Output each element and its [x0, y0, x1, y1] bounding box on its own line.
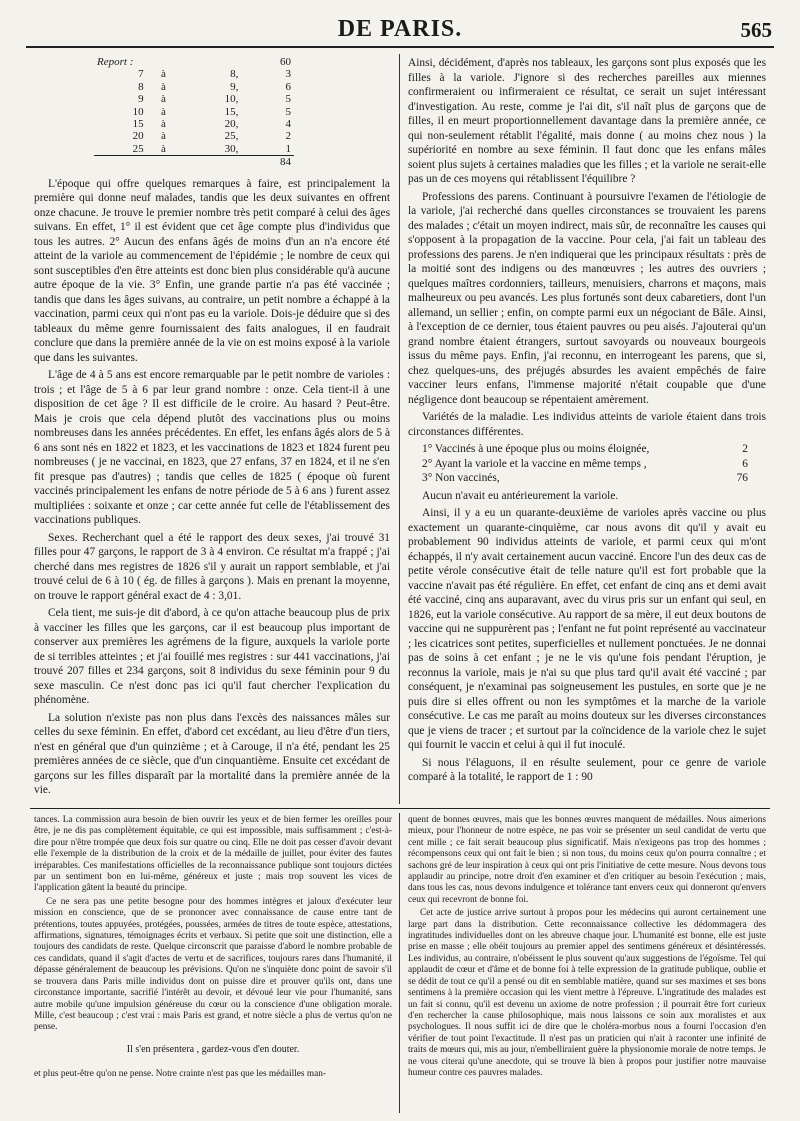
- paragraph: Variétés de la maladie. Les individus atteints de variole étaient dans trois circonstances différentes.: [408, 411, 766, 438]
- paragraph: Professions des parens. Continuant à poursuivre l'examen de l'étiologie de la variole, j'ai recherché dans quelles circonstances se trouvaient les parens des malades ; c'était un moyen indirect, mais sûr, de reconnaître les causes qui s'opposent à la propagation de la vaccine. Pour cela, j'ai fait un tableau des professions des parens. Je n'en indiquerai que les principaux résultats : près de la moitié sont des indigens ou des manœuvres ; les autres des ouvriers ; quelques maîtres cordonniers, tailleurs, menuisiers, charrons et maçons, mais malheureux ou peu avancés. Les plus fortunés sont deux cabaretiers, dont l'un allemand, un sellier ; enfin, on compte parmi eux un négociant de Bâle. Ainsi, à l'exception de ce dernier, tous étaient pauvres ou peu aisés. J'ajouterai qu'un grand nombre étaient étrangers, surtout savoyards ou nouveaux bourgeois issus du même pays. Enfin, j'ai reconnu, en interrogeant les parens, que si, chez quelques-uns, des préjugés absurdes les avaient empêchés de faire vacciner leurs enfans, l'immense majorité n'était coupable que d'une négligence dont beaucoup se répentaient amèrement.: [408, 190, 766, 406]
- report-row: [94, 143, 294, 156]
- age-from: 10: [132, 105, 144, 118]
- age-separator: à: [160, 93, 166, 106]
- paragraph: L'époque qui offre quelques remarques à faire, est principalement la première qui donne neuf malades, tandis que les deux suivantes en offrent onze chacune. Je trouve le premier nombre très petit comparé à celui des âges suivans. En effet, 1° il est évident que cet âge compte plus d'individus que tous les autres. 2° Aucun des enfans âgés de moins d'un an n'a encore été atteint de la variole au commencement de l'épidémie ; le nombre de ceux qui sont susceptibles d'en être atteints est donc bien plus considérable qu'à aucune autre époque de la vie. 3° Enfin, une grande partie n'a pas été vaccinée ; tandis que dans les âges suivans, au contraire, un petit nombre a échappé à la vaccination, parmi ceux qui n'ont pas eu la variole. Dois-je déduire que si des tableaux du même genre fournissaient des faits analogues, il en faudrait conclure que dans la première année de la vie on est moins exposé à la variole que dans les suivantes.: [34, 177, 390, 364]
- page-header: [0, 14, 800, 48]
- feuilleton-right-column: [408, 815, 766, 1115]
- case-count: 4: [285, 118, 291, 131]
- age-from: 15: [132, 118, 144, 131]
- age-separator: à: [160, 105, 166, 118]
- variety-label: 3° Non vaccinés,: [422, 472, 500, 484]
- age-separator: à: [160, 130, 166, 143]
- age-separator: à: [160, 142, 166, 155]
- right-column: [408, 56, 766, 800]
- varieties-list: [422, 442, 766, 486]
- age-to: 25,: [224, 130, 239, 143]
- age-from: 20: [132, 130, 144, 143]
- case-count: 5: [285, 93, 291, 106]
- paragraph: Si nous l'élaguons, il en résulte seulement, pour ce genre de variole comparé à la totalité, le rapport de 1 : 90: [408, 756, 766, 783]
- age-to: 10,: [224, 93, 239, 106]
- paragraph: Ainsi, il y a eu un quarante-deuxième de varioles après vaccine ou plus exactement un quarante-cinquième, car nous avons dit qu'il y avait eu probablement 90 individus atteints de variole, et parmi ceux qui m'ont échappés, il n'y avait certainement aucun vacciné. Encore l'un des deux cas de petite vérole consécutive était de telle nature qu'il est fort probable que la vaccine n'avait pas été régulière. En effet, cet enfant de cinq ans et demi avait été vacciné, cinq ans auparavant, avec du virus pris sur un enfant qui seul, en 1826, eut la variole consécutive. Au rapport de sa mère, il eut deux boutons de vaccine qui ne suppurèrent pas ; l'enfant ne fut point représenté au vaccinateur ; les cicatrices sont petites, superficielles et nullement ponctuées. Je ne donnai pas de soins à cet enfant ; je ne le vis qu'une fois pendant l'éruption, je reconnus la variole, mais je n'ai su que plus tard qu'il avait été vacciné ; par conséquent, je n'examinai pas soigneusement les pustules, en sorte que je ne puis dire si elles offrent ou non les symptômes et la marche de la variole consécutive. Le cas me paraît au moins douteux sur les diverses circonstances que je viens de tracer ; et surtout par la coïncidence de la variole chez le sujet qui fournit le vaccin et celui à qui il fut inoculé.: [408, 507, 766, 751]
- case-count: 6: [285, 80, 291, 93]
- feuilleton-paragraph: Ce ne sera pas une petite besogne pour des hommes intègres et jaloux d'exécuter leur mission en conscience, que de se prononcer avec connaissance de cause entre tant de prétentions, toutes appuyées, protégées, poussées, armées de titres de toute espèce, attestations, affirmations, signatures, témoignages écrits et verbaux. Si petite que soit une distinction, elle a toujours des candidats de reste. Quelque circonscrit que paraisse d'abord le nombre probable de ces candidats, quand il s'agit d'actes de vertu et de sacrifices, toujours rares dans l'humanité, il dépasse généralement de beaucoup les prévisions. Qu'on ne s'inquiète donc point de savoir s'il se trouvera dans Paris mille individus dont on puisse dire et prouver qu'ils ont, dans une circonstance importante, sacrifié l'intérêt au devoir, et dévoué leur vie pour l'humanité, sans autre mobile qu'une impulsion généreuse du cœur ou la conscience d'une obligation morale. Mille, c'est beaucoup ; c'est vrai : mais Paris est grand, et notre siècle a plus de vertus qu'on ne pense.: [34, 896, 392, 1033]
- age-from: 25: [132, 142, 144, 155]
- report-row: [94, 130, 294, 142]
- header-rule: [26, 46, 774, 48]
- report-total: 84: [241, 156, 294, 169]
- age-to: 20,: [224, 118, 239, 131]
- age-to: 30,: [224, 142, 239, 155]
- report-row: [94, 93, 294, 105]
- variety-value: 2: [742, 443, 748, 455]
- age-separator: à: [160, 80, 166, 93]
- paragraph: Cela tient, me suis-je dit d'abord, à ce qu'on attache beaucoup plus de prix à vacciner les filles que les garçons, car il est beaucoup plus important de conserver aux premières les agrémens de la figure, auxquels la variole porte de si terribles atteintes ; et j'ai fouillé mes registres : sur 441 vaccinations, j'ai trouvé 207 filles et 234 garçons, soit 8 individus du sexe féminin pour 9 du sexe masculin. Ce n'est donc pas ici qu'il faut chercher l'explication du phénomène.: [34, 607, 390, 707]
- variety-row: [422, 457, 766, 472]
- age-separator: à: [160, 118, 166, 131]
- feuilleton-paragraph: tances. La commission aura besoin de bien ouvrir les yeux et de bien fermer les oreilles pour être, je ne dis pas complètement équitable, ce qui est impossible, mais suffisamment ; c'est-à-dire pour n'être trompée que deux fois sur quatre ou cinq. Elle ne doit pas cesser d'avoir devant elle l'exemple de la distribution de la croix et de la médaille de juillet, pour éviter des fautes irréparables. Ces manifestations officielles de la reconnaissance publique sont toujours dictées par un sentiment bon en lui-même, généreux et juste ; mais trop souvent les vices de l'application gâtent la beauté du principe.: [34, 815, 392, 894]
- left-column: [34, 56, 390, 800]
- column-divider: [399, 54, 400, 804]
- age-from: 9: [138, 93, 144, 106]
- case-count: 1: [285, 142, 291, 155]
- variety-label: 1° Vaccinés à une époque plus ou moins éloignée,: [422, 443, 650, 455]
- case-count: 3: [285, 68, 291, 81]
- report-row: [94, 81, 294, 93]
- feuilleton-left-column: [34, 815, 392, 1115]
- variety-row: [422, 471, 766, 486]
- feuilleton-paragraph: et plus peut-être qu'on ne pense. Notre crainte n'est pas que les médailles man-: [34, 1069, 326, 1080]
- running-title: DE PARIS.: [337, 16, 463, 42]
- report-head-row: [94, 56, 294, 68]
- report-row: [94, 68, 294, 80]
- variety-row: [422, 442, 766, 457]
- age-to: 8,: [230, 68, 239, 81]
- case-count: 2: [285, 130, 291, 143]
- age-to: 9,: [230, 80, 239, 93]
- variety-label: 2° Ayant la variole et la vaccine en même temps ,: [422, 457, 647, 470]
- variety-value: 76: [736, 472, 748, 484]
- age-from: 7: [138, 68, 144, 81]
- age-report-table: [94, 56, 294, 169]
- report-head-total: 60: [280, 56, 291, 68]
- feuilleton-divider: [399, 813, 400, 1113]
- page-number: 565: [740, 18, 772, 42]
- paragraph: L'âge de 4 à 5 ans est encore remarquable par le petit nombre de varioles : trois ; et l'âge de 5 à 6 par leur grand nombre : onze. Cela tient-il à une disposition de cet âge ? Il est difficile de le croire. Au hasard ? Peut-être. Mais je crois que cela dépend plutôt des vaccinations plus ou moins nombreuses dans les années précédentes. En effet, les enfans âgés alors de 5 à 6 ans sont nés en 1822 et 1823, et les vaccinations de 1823 et 1824 furent peu nombreuses ( je ne vaccinai, en 1823, que 27 enfans, 37 en 1824, et il ne s'en fit presque pas d'autres) ; tandis que celles de 1825 ( époque où furent vaccinés principalement les enfans de notre période de 5 à 6 ans ) furent assez multipliées : soixante et onze ; car cette année fut celle de l'établissement des vaccinations publiques.: [34, 369, 390, 527]
- paragraph: Ainsi, décidément, d'après nos tableaux, les garçons sont plus exposés que les filles à la variole. J'ignore si des recherches pareilles aux miennes confirmeraient ou infirmeraient ce résultat, ce serait un sujet intéressant d'investigation. Au reste, comme je l'ai dit, s'il naît plus de garçons que de filles, il en meurt proportionnellement davantage dans la première année, ce qui non-seulement rétablit l'égalité, mais donne ( au moins chez nous ) la supériorité en nombre au sexe féminin. Il faut donc que les enfans mâles soient plus sujets à certaines maladies que les filles ; et la variole ne serait-elle pas un de ces moyens qui rétablissent l'équilibre ?: [408, 57, 766, 185]
- paragraph: La solution n'existe pas non plus dans l'excès des naissances mâles sur celles du sexe féminin. En effet, d'abord cet excédant, au lieu d'être d'un tiers, n'est en général que d'un quinzième ; et à Carouge, il n'a été, pendant les 25 premières années de ce siècle, que d'un cinquantième. Ensuite cet excédant de garçons sur les filles disparaît par la mortalité dans la première année de la vie.: [34, 711, 390, 797]
- age-separator: à: [160, 68, 166, 81]
- paragraph: Aucun n'avait eu antérieurement la variole.: [422, 489, 619, 502]
- feuilleton-rule: [30, 808, 770, 809]
- feuilleton-paragraph: Cet acte de justice arrive surtout à propos pour les médecins qui auront certainement une large part dans la distribution. Cette reconnaissance collective les dédommagera des ingratitudes individuelles dont on les abreuve chaque jour. L'humanité est bonne, elle est juste prise en masse ; elle obéit toujours au premier appel des sentimens généreux et désintéressés. Les individus, au contraire, n'obéissent le plus souvent qu'aux suggestions de l'égoïsme. Tel qui applaudit de cœur et d'âme et de bonne foi à telle expression de la gratitude publique, oublie et se dédit de tout ce qu'il a pensé ou dit en semblable matière, quand sur ses maximes et ses bons sentimens à la première occasion qui les vient mettre à l'épreuve. L'ingratitude des malades est un fait si connu, qu'il est devenu un axiome de notre profession ; il pourrait être fort curieux d'en rechercher la cause philosophique, mais nous laissons ce soin aux moralistes et aux psychologues. Il nous suffit ici de dire que le choléra-morbus nous a fourni l'occasion d'en vérifier de tout point l'exactitude. Il n'est pas un praticien qui n'ait à raconter une infinité de traits de mœurs qui, mis au jour, n'embelliraient guère la physionomie morale de notre temps. Je ne vous citerai qu'une anecdote, qui se trouve là bien à propos pour justifier notre mauvaise humeur contre ces pauvres malades.: [408, 908, 766, 1078]
- report-total-row: [94, 156, 294, 169]
- feuilleton-paragraph: quent de bonnes œuvres, mais que les bonnes œuvres manquent de médailles. Nous aimerions mieux, pour l'honneur de notre espèce, ne pas voir se présenter un seul candidat de vertu que cent mille ; ce fait serait beaucoup plus significatif. Mais n'exigeons pas trop des hommes ; récompensons ceux qui ont fait le bien ; si non tous, du moins ceux qu'on pourra connaître ; et sachons gré de leur inspiration à ceux qui ont pris l'initiative de cette mesure. Nous devons tous applaudir au principe, notre droit d'en examiner et d'en critiquer au besoin l'exécution ; mais, dans tous les cas, nous devons indulgence et tolérance tant envers ceux qui donneront qu'envers ceux qui recevront de bonne foi.: [408, 815, 766, 905]
- age-from: 8: [138, 80, 144, 93]
- case-count: 5: [285, 105, 291, 118]
- variety-value: 6: [742, 457, 748, 470]
- feuilleton-line: Il s'en présentera , gardez-vous d'en douter.: [126, 1043, 300, 1055]
- report-label: Report :: [97, 56, 134, 68]
- age-to: 15,: [224, 105, 239, 118]
- report-row: [94, 118, 294, 130]
- report-row: [94, 106, 294, 118]
- paragraph: Sexes. Recherchant quel a été le rapport des deux sexes, j'ai trouvé 31 filles pour 47 garçons, le rapport de 3 à 4 environ. Ce résultat m'a frappé ; j'ai cherché dans mes registres de 1826 s'il y aurait un rapport semblable, et j'ai trouvé celui de 6 à 10 ( ég. de filles à garçons ). Mais en prenant la moyenne, on trouve le rapport général exact de 4 : 3,01.: [34, 531, 390, 602]
